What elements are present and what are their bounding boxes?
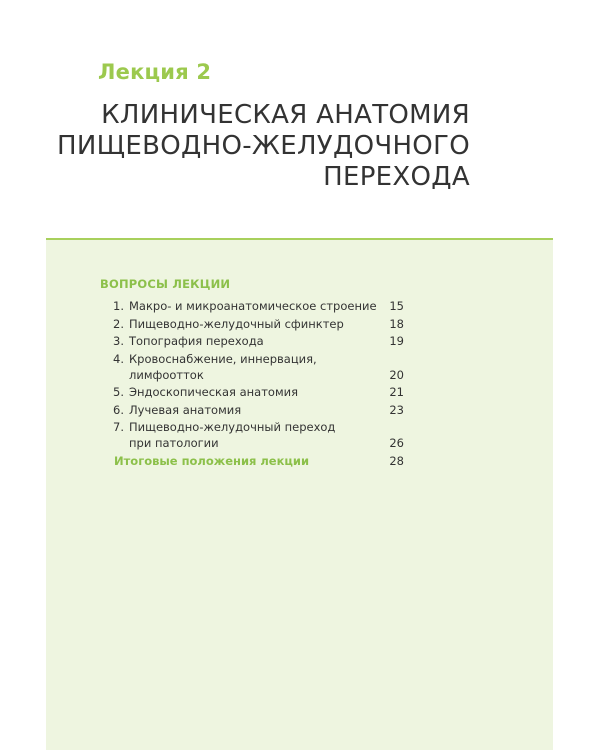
lecture-questions-panel: [46, 238, 553, 750]
toc-item-page: 23: [389, 402, 404, 417]
toc-summary-page: 28: [389, 453, 404, 468]
toc-item-text: Пищеводно-желудочный переход при патологии: [129, 420, 336, 450]
toc-item[interactable]: [46, 351, 553, 383]
toc-item-number: 6.: [113, 402, 124, 417]
toc-heading: ВОПРОСЫ ЛЕКЦИИ: [100, 277, 231, 291]
chapter-title-line: КЛИНИЧЕСКАЯ АНАТОМИЯ: [101, 100, 470, 130]
chapter-title-line: ПИЩЕВОДНО-ЖЕЛУДОЧНОГО: [57, 131, 470, 161]
chapter-title-line: ПЕРЕХОДА: [323, 162, 470, 192]
toc-item-page: 26: [389, 436, 404, 450]
toc-item-text: Эндоскопическая анатомия: [129, 385, 299, 399]
chapter-title: [50, 100, 470, 193]
toc-item[interactable]: [46, 402, 553, 418]
toc-item[interactable]: [46, 384, 553, 400]
toc-item-text: Кровоснабжение, иннервация, лимфоотток: [129, 351, 317, 382]
toc-item-page: 15: [389, 299, 404, 313]
toc-item-page: 20: [389, 367, 404, 382]
toc-summary-item[interactable]: [46, 453, 553, 469]
toc-item-text: Лучевая анатомия: [129, 402, 242, 417]
toc-item-number: 7.: [113, 420, 124, 434]
table-of-contents: [46, 298, 553, 470]
toc-item-number: 3.: [113, 334, 124, 348]
toc-item[interactable]: [46, 316, 553, 332]
toc-item-number: 4.: [113, 351, 124, 366]
toc-summary-text: Итоговые положения лекции: [114, 453, 310, 468]
toc-item-page: 18: [389, 316, 404, 331]
lecture-label: Лекция 2: [98, 60, 212, 84]
toc-item-number: 1.: [113, 299, 124, 313]
toc-item[interactable]: [46, 298, 553, 314]
toc-item[interactable]: [46, 333, 553, 349]
toc-item-page: 21: [389, 385, 404, 399]
toc-item-page: 19: [389, 334, 404, 348]
toc-item-text: Макро- и микроанатомическое строение: [129, 299, 377, 313]
toc-item-number: 5.: [113, 385, 124, 399]
toc-item-number: 2.: [113, 316, 124, 331]
toc-item[interactable]: [46, 419, 553, 451]
toc-item-text: Пищеводно-желудочный сфинктер: [129, 316, 344, 331]
toc-item-text: Топография перехода: [129, 334, 264, 348]
